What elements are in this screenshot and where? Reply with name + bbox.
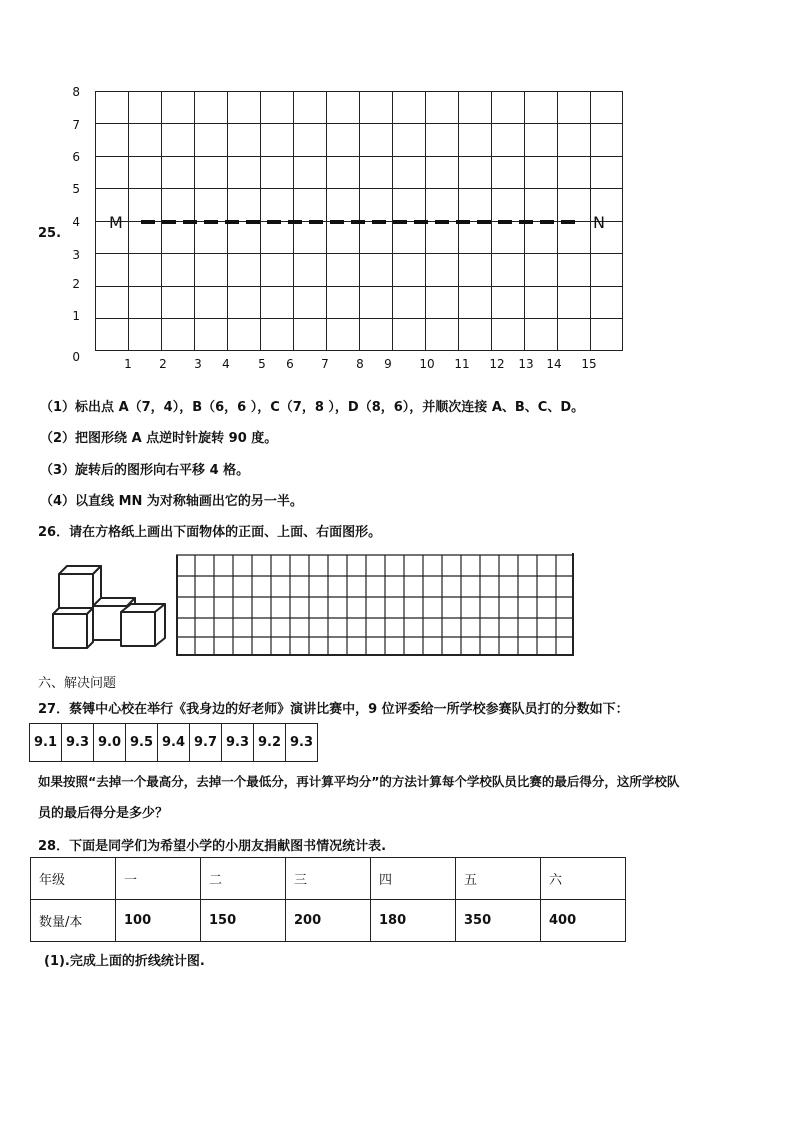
score-cell: 9.4 [158, 724, 190, 762]
y-tick: 8 [72, 85, 80, 99]
y-tick: 1 [72, 309, 80, 323]
section-title: 六、解决问题 [38, 676, 117, 691]
y-tick: 2 [72, 277, 80, 291]
score-cell: 9.3 [286, 724, 318, 762]
table-row [31, 858, 626, 900]
score-cell: 9.3 [62, 724, 94, 762]
x-tick: 15 [581, 357, 597, 371]
score-cell: 9.0 [94, 724, 126, 762]
y-tick: 0 [72, 350, 80, 364]
x-tick: 9 [384, 357, 392, 371]
quantity-cell: 100 [116, 900, 201, 942]
x-tick: 1 [124, 357, 132, 371]
q27-question-line1: 如果按照“去掉一个最高分，去掉一个最低分，再计算平均分”的方法计算每个学校队员比赛的最后得分，这所学校队 [38, 774, 680, 789]
table-row [31, 900, 626, 942]
score-cell: 9.1 [30, 724, 62, 762]
q25-task-3: （3）旋转后的图形向右平移 4 格。 [40, 463, 250, 478]
quantity-cell: 180 [371, 900, 456, 942]
grade-cell: 一 [116, 858, 201, 900]
y-tick: 4 [72, 215, 80, 229]
quantity-cell: 150 [201, 900, 286, 942]
q25-task-4: （4）以直线 MN 为对称轴画出它的另一半。 [40, 494, 303, 509]
x-tick: 6 [286, 357, 294, 371]
q25-number: 25. [38, 226, 62, 241]
q26-grid-paper [174, 552, 576, 658]
row-header-grade: 年级 [31, 858, 116, 900]
grade-cell: 二 [201, 858, 286, 900]
y-tick: 7 [72, 118, 80, 132]
x-tick: 7 [321, 357, 329, 371]
quantity-cell: 350 [456, 900, 541, 942]
table-row [30, 724, 318, 762]
quantity-cell: 200 [286, 900, 371, 942]
q25-task-2: （2）把图形绕 A 点逆时针旋转 90 度。 [40, 431, 278, 446]
x-tick: 13 [518, 357, 534, 371]
y-tick: 6 [72, 150, 80, 164]
q25-coordinate-grid [95, 91, 625, 353]
grade-cell: 三 [286, 858, 371, 900]
q27-question-line2: 员的最后得分是多少？ [38, 806, 169, 821]
q26-text: 26．请在方格纸上画出下面物体的正面、上面、右面图形。 [38, 525, 382, 540]
q28-text: 28．下面是同学们为希望小学的小朋友捐献图书情况统计表. [38, 839, 387, 854]
books-table [30, 857, 626, 942]
grade-cell: 六 [541, 858, 626, 900]
q27-text: 27．蔡镈中心校在举行《我身边的好老师》演讲比赛中，9 位评委给一所学校参赛队员打的分数如下： [38, 702, 629, 717]
x-tick: 11 [454, 357, 470, 371]
x-tick: 10 [419, 357, 435, 371]
grade-cell: 五 [456, 858, 541, 900]
score-cell: 9.2 [254, 724, 286, 762]
row-header-quantity: 数量/本 [31, 900, 116, 942]
x-tick: 5 [258, 357, 266, 371]
y-tick: 5 [72, 182, 80, 196]
quantity-cell: 400 [541, 900, 626, 942]
x-tick: 12 [489, 357, 505, 371]
x-tick: 14 [546, 357, 562, 371]
y-tick: 3 [72, 248, 80, 262]
point-n-label: N [593, 213, 605, 232]
q28-subquestion: (1).完成上面的折线统计图. [44, 954, 205, 969]
point-m-label: M [109, 213, 123, 232]
x-tick: 3 [194, 357, 202, 371]
score-cell: 9.5 [126, 724, 158, 762]
scores-table [29, 723, 318, 762]
cube-figure [45, 562, 175, 652]
x-tick: 2 [159, 357, 167, 371]
score-cell: 9.3 [222, 724, 254, 762]
q25-task-1: （1）标出点 A（7，4），B（6，6 ），C（7，8 ），D（8，6），并顺次连接 A、B、C、D。 [40, 400, 585, 415]
grade-cell: 四 [371, 858, 456, 900]
score-cell: 9.7 [190, 724, 222, 762]
x-tick: 8 [356, 357, 364, 371]
x-tick: 4 [222, 357, 230, 371]
